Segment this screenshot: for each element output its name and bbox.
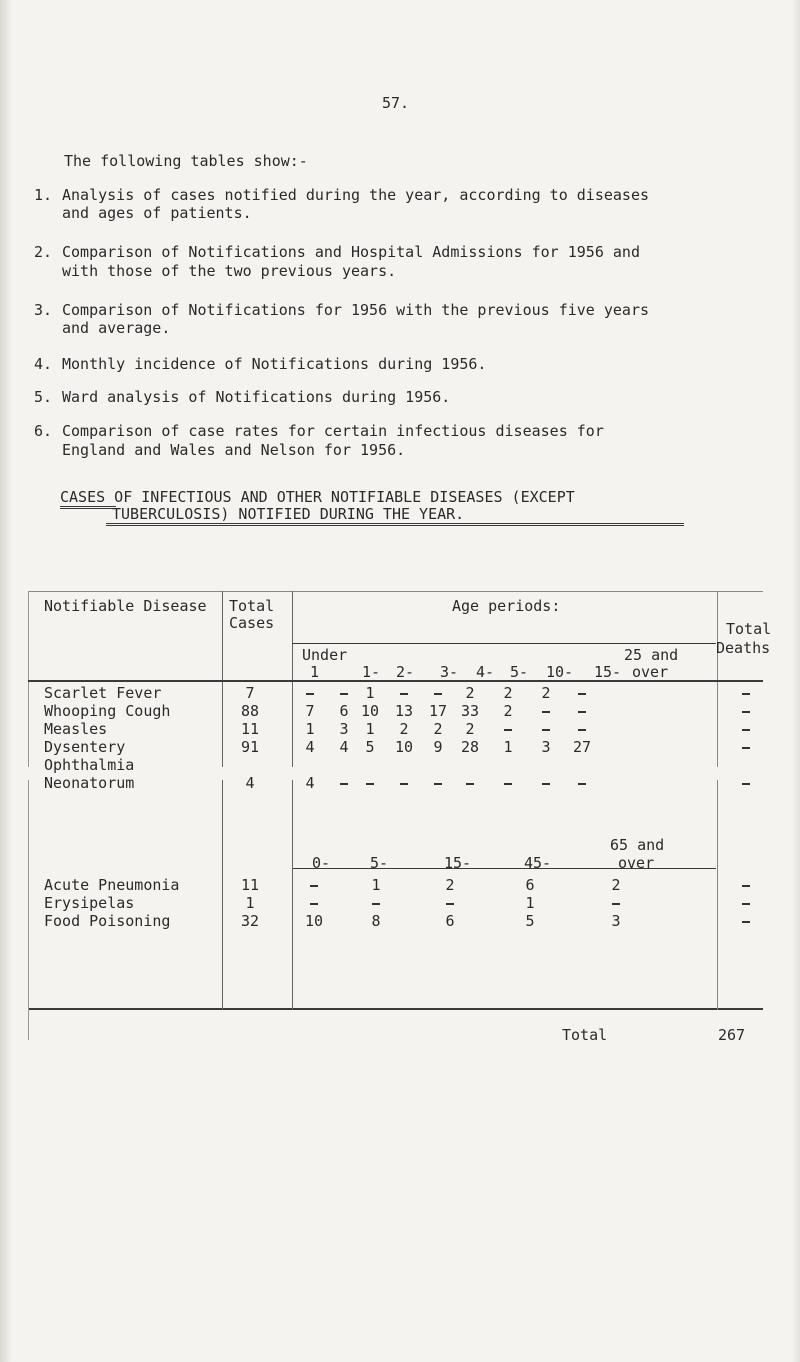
table-divider: [222, 780, 223, 1010]
row-age-value: 2: [433, 720, 443, 738]
row-age-value: 2: [399, 720, 409, 738]
list-item-number: 2.: [34, 243, 53, 261]
list-item-line: Comparison of Notifications for 1956 with the previous five years: [62, 301, 649, 319]
age-header-last: over: [632, 663, 669, 681]
row-age-value: [578, 693, 586, 695]
row-age-value: 5: [525, 912, 535, 930]
row-total-deaths: [742, 885, 750, 887]
row-age-value: 13: [394, 702, 414, 720]
age-header-b-col: 0-: [312, 854, 331, 872]
table-bottom-rule: [28, 1008, 763, 1010]
row-age-value: [306, 693, 314, 695]
row-age-value: 1: [525, 894, 535, 912]
row-age-value: 4: [305, 774, 315, 792]
list-item-number: 5.: [34, 388, 53, 406]
row-total-deaths: [742, 747, 750, 749]
row-age-value: 5: [365, 738, 375, 756]
row-age-value: 2: [503, 684, 513, 702]
row-age-value: 1: [371, 876, 381, 894]
row-age-value: 10: [360, 702, 380, 720]
list-item-line: Analysis of cases notified during the year, according to diseases: [62, 186, 649, 204]
row-age-value: [504, 783, 512, 785]
list-item-number: 3.: [34, 301, 53, 319]
row-age-value: 2: [445, 876, 455, 894]
row-total-cases: 7: [245, 684, 255, 702]
title-underline: [106, 523, 684, 524]
age-header-b-col: 15-: [444, 854, 472, 872]
row-age-value: 2: [465, 720, 475, 738]
age-header-b-last: over: [618, 854, 655, 872]
row-disease-name: Acute Pneumonia: [44, 876, 180, 894]
table-divider: [717, 780, 718, 1010]
row-age-value: 10: [304, 912, 324, 930]
list-item-line: Monthly incidence of Notifications during 1956.: [62, 355, 487, 373]
row-age-value: 6: [339, 702, 349, 720]
row-total-cases: 11: [240, 720, 260, 738]
list-item-line: with those of the two previous years.: [62, 262, 397, 280]
row-age-value: [466, 783, 474, 785]
row-age-value: [372, 903, 380, 905]
header-total-cases: Cases: [229, 614, 275, 632]
row-total-deaths: [742, 693, 750, 695]
age-header-under: Under: [302, 646, 348, 664]
age-header-b-last: 65 and: [610, 836, 665, 854]
row-age-value: [612, 903, 620, 905]
age-header-b-col: 5-: [370, 854, 389, 872]
page-number: 57.: [382, 94, 410, 112]
title-underline: [60, 508, 116, 509]
row-age-value: 3: [611, 912, 621, 930]
list-item-number: 6.: [34, 422, 53, 440]
row-age-value: 4: [339, 738, 349, 756]
row-total-deaths: [742, 921, 750, 923]
row-disease-name: Whooping Cough: [44, 702, 171, 720]
row-age-value: [578, 783, 586, 785]
row-age-value: 1: [503, 738, 513, 756]
row-disease-name: Erysipelas: [44, 894, 135, 912]
row-total-deaths: [742, 783, 750, 785]
page-edge-left: [0, 0, 12, 1362]
age-header-col: 2-: [396, 663, 415, 681]
row-age-value: 1: [365, 720, 375, 738]
row-age-value: 3: [339, 720, 349, 738]
row-age-value: 2: [465, 684, 475, 702]
row-age-value: [578, 711, 586, 713]
header-total-deaths: Total: [726, 620, 772, 638]
list-item-line: and ages of patients.: [62, 204, 252, 222]
row-age-value: 27: [572, 738, 592, 756]
row-disease-name: Scarlet Fever: [44, 684, 162, 702]
row-age-value: [504, 729, 512, 731]
age-header-col: 15-: [594, 663, 622, 681]
row-age-value: [542, 783, 550, 785]
table-left-border: [28, 591, 29, 767]
row-age-value: [366, 783, 374, 785]
row-age-value: [310, 903, 318, 905]
row-age-value: 28: [460, 738, 480, 756]
header-age-periods: Age periods:: [452, 597, 561, 615]
list-item-line: Comparison of Notifications and Hospital Admissions for 1956 and: [62, 243, 640, 261]
row-age-value: [542, 729, 550, 731]
intro-text: The following tables show:-: [64, 152, 308, 170]
row-total-deaths: [742, 729, 750, 731]
table-divider: [717, 591, 718, 767]
row-age-value: 33: [460, 702, 480, 720]
age-header-col: 4-: [476, 663, 495, 681]
row-disease-name: Dysentery: [44, 738, 126, 756]
row-age-value: 2: [503, 702, 513, 720]
age-header-last: 25 and: [624, 646, 679, 664]
age-header-rule: [292, 643, 716, 644]
row-age-value: 6: [445, 912, 455, 930]
row-age-value: 1: [365, 684, 375, 702]
age-header-col: 1-: [362, 663, 381, 681]
row-age-value: [340, 783, 348, 785]
table-divider: [222, 591, 223, 767]
row-age-value: 1: [305, 720, 315, 738]
row-age-value: 10: [394, 738, 414, 756]
table-left-border: [28, 780, 29, 1040]
row-age-value: [446, 903, 454, 905]
list-item-number: 1.: [34, 186, 53, 204]
row-disease-name: Neonatorum: [44, 774, 135, 792]
row-age-value: [434, 783, 442, 785]
row-total-cases: 91: [240, 738, 260, 756]
title-underline: [106, 525, 684, 526]
age-header-col: 3-: [440, 663, 459, 681]
row-age-value: 7: [305, 702, 315, 720]
row-age-value: [542, 711, 550, 713]
row-total-deaths: [742, 903, 750, 905]
row-total-cases: 4: [245, 774, 255, 792]
row-age-value: [400, 783, 408, 785]
row-total-deaths: [742, 711, 750, 713]
row-age-value: [434, 693, 442, 695]
list-item-line: Ward analysis of Notifications during 1956.: [62, 388, 451, 406]
header-notifiable-disease: Notifiable Disease: [44, 597, 207, 615]
list-item-line: Comparison of case rates for certain infectious diseases for: [62, 422, 604, 440]
row-total-cases: 88: [240, 702, 260, 720]
row-age-value: 9: [433, 738, 443, 756]
row-total-cases: 11: [240, 876, 260, 894]
header-total-deaths: Deaths: [716, 639, 771, 657]
row-total-cases: 32: [240, 912, 260, 930]
page-edge-right: [792, 0, 800, 1362]
row-age-value: 3: [541, 738, 551, 756]
list-item-line: England and Wales and Nelson for 1956.: [62, 441, 406, 459]
table-title-line1: CASES OF INFECTIOUS AND OTHER NOTIFIABLE DISEASES (EXCEPT: [60, 488, 575, 506]
row-age-value: [578, 729, 586, 731]
row-total-cases: 1: [245, 894, 255, 912]
list-item-number: 4.: [34, 355, 53, 373]
row-disease-name: Food Poisoning: [44, 912, 171, 930]
table-divider: [292, 780, 293, 1010]
row-age-value: [340, 693, 348, 695]
row-disease-name: Measles: [44, 720, 108, 738]
row-age-value: 17: [428, 702, 448, 720]
table-top-rule: [28, 591, 763, 592]
row-age-value: 2: [611, 876, 621, 894]
row-age-value: [310, 885, 318, 887]
row-disease-name: Ophthalmia: [44, 756, 135, 774]
row-age-value: 4: [305, 738, 315, 756]
row-age-value: 2: [541, 684, 551, 702]
row-age-value: 8: [371, 912, 381, 930]
total-value: 267: [718, 1026, 746, 1044]
title-underline: [60, 506, 116, 507]
row-age-value: 6: [525, 876, 535, 894]
row-age-value: [400, 693, 408, 695]
age-header-col: 5-: [510, 663, 529, 681]
header-total-cases: Total: [229, 597, 275, 615]
age-header-under-1: 1: [310, 663, 320, 681]
age-header-col: 10-: [546, 663, 574, 681]
total-label: Total: [562, 1026, 608, 1044]
list-item-line: and average.: [62, 319, 171, 337]
age-header-b-col: 45-: [524, 854, 552, 872]
table-title-line2: TUBERCULOSIS) NOTIFIED DURING THE YEAR.: [112, 505, 465, 523]
